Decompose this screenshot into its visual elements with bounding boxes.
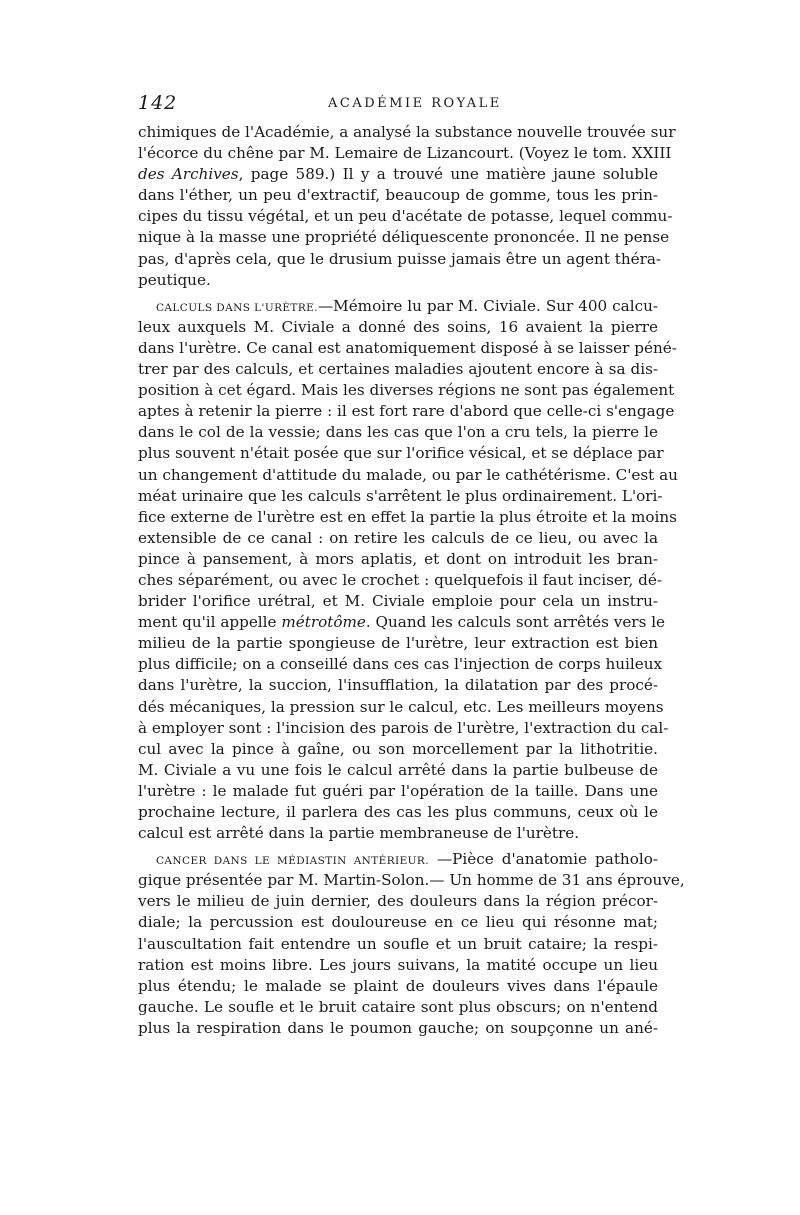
text-line: extensible de ce canal : on retire les calculs de ce lieu, ou avec la xyxy=(138,528,658,547)
text-line: cipes du tissu végétal, et un peu d'acétate de potasse, lequel commu- xyxy=(138,207,673,226)
text-line: gauche. Le soufle et le bruit cataire sont plus obscurs; on n'entend xyxy=(138,997,658,1016)
text-line: pince à pansement, à mors aplatis, et dont on introduit les bran- xyxy=(138,549,658,568)
text-line: fice externe de l'urètre est en effet la partie la plus étroite et la moins xyxy=(138,507,677,526)
text-line: gique présentée par M. Martin-Solon.— Un homme de 31 ans éprouve, xyxy=(138,871,685,890)
page-number: 142 xyxy=(138,92,178,114)
book-page xyxy=(138,92,685,1039)
text-line: diale; la percussion est douloureuse en ce lieu qui résonne mat; xyxy=(138,913,658,932)
text-line: l'écorce du chêne par M. Lemaire de Lizancourt. (Voyez le tom. XXIII xyxy=(138,144,672,163)
text-line-rest: . Quand les calculs sont arrêtés vers le xyxy=(365,613,666,632)
text-line: l'auscultation fait entendre un soufle et un bruit cataire; la respi- xyxy=(138,934,658,953)
running-title: ACADÉMIE ROYALE xyxy=(328,96,502,111)
section-heading: CANCER DANS LE MÉDIASTIN ANTÉRIEUR. xyxy=(156,855,429,868)
text-line: position à cet égard. Mais les diverses régions ne sont pas également xyxy=(138,381,675,400)
text-line: un changement d'attitude du malade, ou par le cathétérisme. C'est au xyxy=(138,465,678,484)
text-line: peutique. xyxy=(138,270,211,289)
paragraph-calculs xyxy=(138,296,678,844)
text-line: ches séparément, ou avec le crochet : quelquefois il faut inciser, dé- xyxy=(138,570,662,589)
text-line: trer par des calculs, et certaines maladies ajoutent encore à sa dis- xyxy=(138,360,658,379)
text-line: plus la respiration dans le poumon gauche; on soupçonne un ané- xyxy=(138,1018,658,1037)
text-line-rest: , page 589.) Il y a trouvé une matière jaune soluble xyxy=(238,165,658,184)
text-line: dans l'urètre, la succion, l'insufflation, la dilatation par des procé- xyxy=(138,676,658,695)
section-heading: CALCULS DANS L'URÈTRE. xyxy=(156,301,318,314)
italic-term: métrotôme xyxy=(281,613,366,632)
text-line: chimiques de l'Académie, a analysé la substance nouvelle trouvée sur xyxy=(138,123,676,141)
text-line: dans l'urètre. Ce canal est anatomiquement disposé à se laisser péné- xyxy=(138,338,677,357)
text-line: calcul est arrêté dans la partie membraneuse de l'urètre. xyxy=(138,824,580,843)
text-line: nique à la masse une propriété déliquescente prononcée. Il ne pense xyxy=(138,228,670,247)
text-line: prochaine lecture, il parlera des cas les plus communs, ceux où le xyxy=(138,803,658,821)
text-line: dans l'éther, un peu d'extractif, beaucoup de gomme, tous les prin- xyxy=(138,186,658,205)
text-line: vers le milieu de juin dernier, des douleurs dans la région précor- xyxy=(138,892,658,911)
text-line: dés mécaniques, la pression sur le calcul, etc. Les meilleurs moyens xyxy=(138,697,664,716)
text-line-with-heading xyxy=(138,296,658,317)
text-line: plus souvent n'était posée que sur l'orifice vésical, et se déplace par xyxy=(138,444,664,463)
paragraph-drusium xyxy=(138,122,676,291)
text-line: plus étendu; le malade se plaint de douleurs vives dans l'épaule xyxy=(138,976,658,995)
text-line: plus difficile; on a conseillé dans ces cas l'injection de corps huileux xyxy=(138,655,663,674)
text-line: dans le col de la vessie; dans les cas que l'on a cru tels, la pierre le xyxy=(138,423,658,442)
text-line: leux auxquels M. Civiale a donné des soins, 16 avaient la pierre xyxy=(138,317,658,336)
text-line: l'urètre : le malade fut guéri par l'opération de la taille. Dans une xyxy=(138,781,658,800)
page-header xyxy=(138,92,658,122)
text-line: méat urinaire que les calculs s'arrêtent le plus ordinairement. L'ori- xyxy=(138,486,663,505)
text-line-rest: —Mémoire lu par M. Civiale. Sur 400 calcu- xyxy=(317,296,659,315)
text-line-rest: —Pièce d'anatomie patholo- xyxy=(428,850,658,869)
text-line-with-heading xyxy=(138,849,658,870)
paragraph-cancer xyxy=(138,849,685,1039)
text-line-start: ment qu'il appelle xyxy=(138,613,282,632)
text-line: cul avec la pince à gaîne, ou son morcellement par la lithotritie. xyxy=(138,739,658,758)
text-line: ration est moins libre. Les jours suivans, la matité occupe un lieu xyxy=(138,955,658,974)
text-line: milieu de la partie spongieuse de l'urètre, leur extraction est bien xyxy=(138,634,658,653)
text-line xyxy=(138,164,658,185)
text-line: à employer sont : l'incision des parois de l'urètre, l'extraction du cal- xyxy=(138,718,669,737)
text-line-italic-start: des Archives xyxy=(138,165,239,184)
text-line: pas, d'après cela, que le drusium puisse jamais être un agent théra- xyxy=(138,249,662,268)
text-line: aptes à retenir la pierre : il est fort rare d'abord que celle-ci s'engage xyxy=(138,402,675,421)
text-line: M. Civiale a vu une fois le calcul arrêté dans la partie bulbeuse de xyxy=(138,760,658,779)
text-line xyxy=(138,612,666,633)
text-line: brider l'orifice urétral, et M. Civiale emploie pour cela un instru- xyxy=(138,592,658,611)
